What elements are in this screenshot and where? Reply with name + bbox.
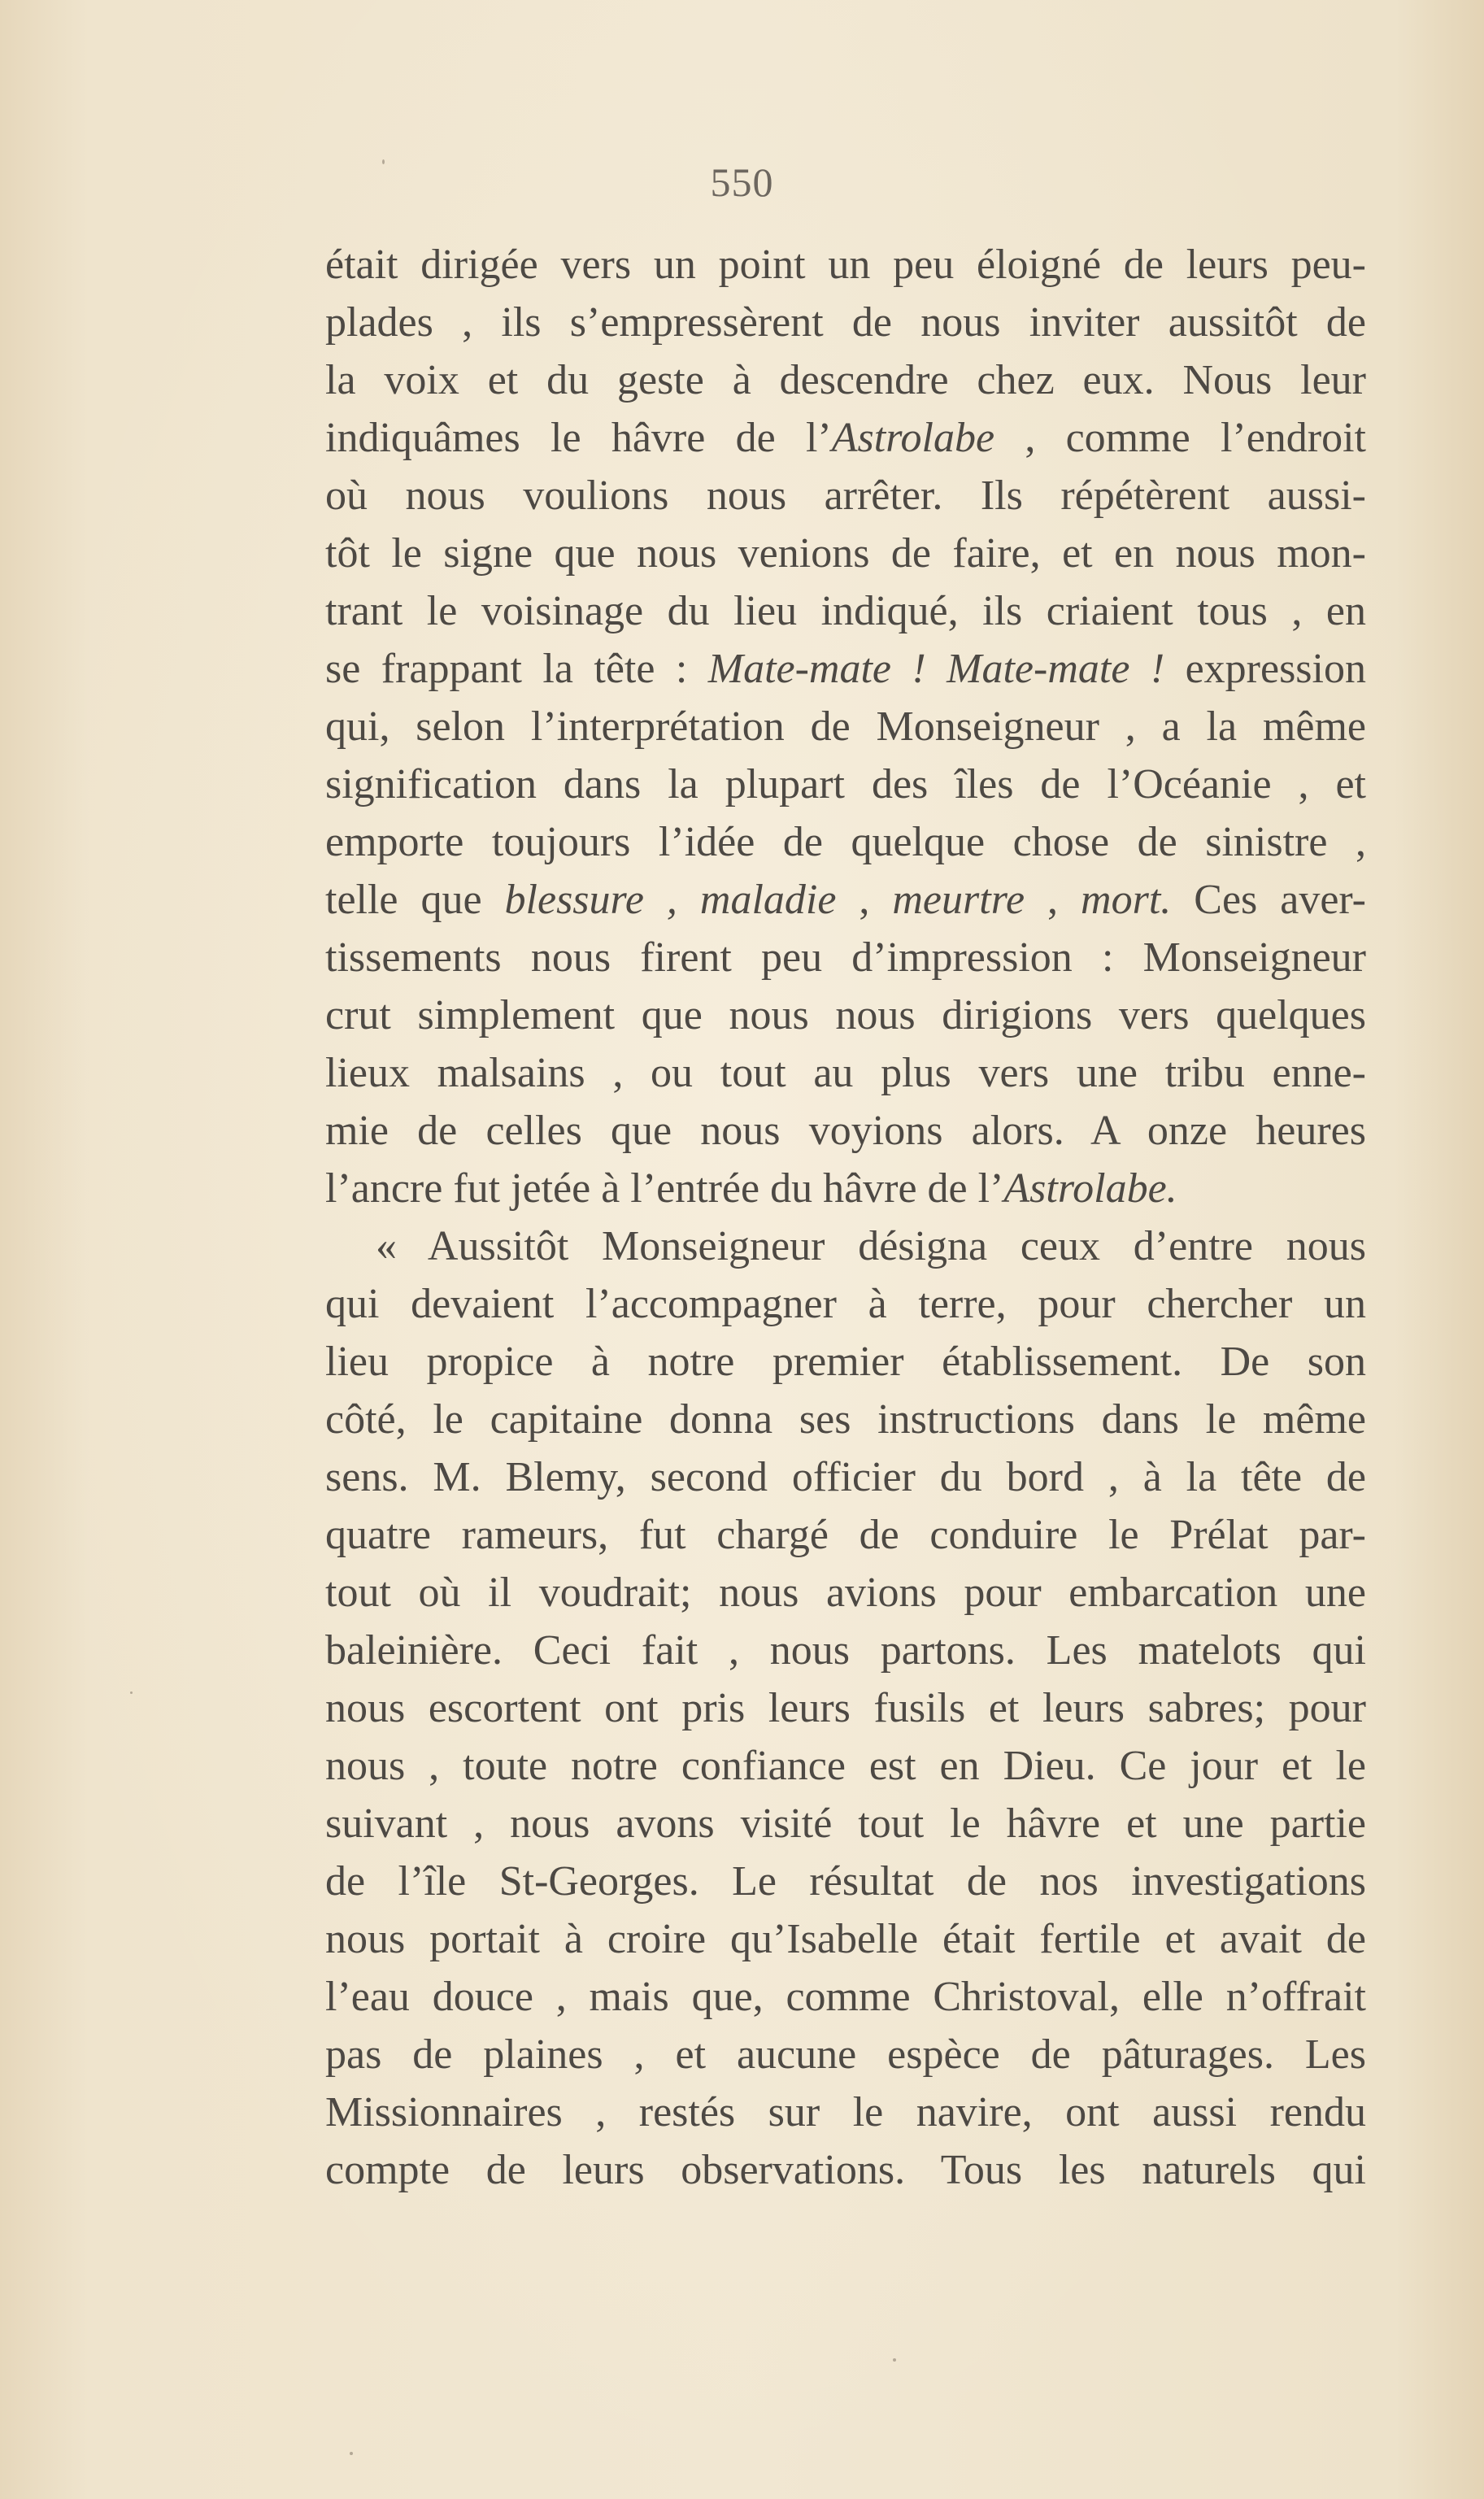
- text-run: sens. M. Blemy, second officier du bord , à la tête de: [325, 1454, 1366, 1500]
- text-run: nous escortent ont pris leurs fusils et leurs sabres; pour: [325, 1685, 1366, 1731]
- paper-speck: [382, 159, 385, 164]
- text-line: [325, 409, 1366, 467]
- text-run: Missionnaires , restés sur le navire, ont aussi rendu: [325, 2089, 1366, 2135]
- text-line: [325, 2083, 1366, 2141]
- text-line: [325, 294, 1366, 351]
- text-run: plades , ils s’empressèrent de nous inviter aussitôt de: [325, 299, 1366, 346]
- italic-term: meurtre: [892, 877, 1025, 923]
- text-line: [325, 2026, 1366, 2083]
- text-line: [325, 1852, 1366, 1910]
- text-run: tôt le signe que nous venions de faire, et en nous mon-: [325, 530, 1366, 577]
- text-run: ,: [836, 877, 893, 923]
- text-line: [325, 1217, 1366, 1275]
- text-line: [325, 1679, 1366, 1737]
- text-run: expression: [1164, 646, 1366, 692]
- text-run: où nous voulions nous arrêter. Ils répétèrent aussi-: [325, 472, 1366, 519]
- text-run: nous , toute notre confiance est en Dieu. Ce jour et le: [325, 1743, 1366, 1789]
- text-run: emporte toujours l’idée de quelque chose de sinistre ,: [325, 819, 1366, 865]
- text-line: [325, 698, 1366, 755]
- text-run: trant le voisinage du lieu indiqué, ils criaient tous , en: [325, 588, 1366, 634]
- text-run: mie de celles que nous voyions alors. A onze heures: [325, 1108, 1366, 1154]
- text-run: baleinière. Ceci fait , nous partons. Les matelots qui: [325, 1627, 1366, 1674]
- text-line: [325, 1795, 1366, 1852]
- text-line: [325, 1968, 1366, 2026]
- text-line: [325, 640, 1366, 698]
- text-run: qui, selon l’interprétation de Monseigneur , a la même: [325, 703, 1366, 750]
- text-line: [325, 1160, 1366, 1217]
- text-line: [325, 351, 1366, 409]
- text-line: [325, 813, 1366, 871]
- text-line: [325, 1564, 1366, 1622]
- text-run: côté, le capitaine donna ses instructions dans le même: [325, 1396, 1366, 1443]
- italic-term: mort.: [1081, 877, 1172, 923]
- text-line: [325, 1910, 1366, 1968]
- text-line: [325, 1391, 1366, 1448]
- paper-speck: [893, 2358, 896, 2362]
- text-line: [325, 871, 1366, 929]
- text-line: [325, 1102, 1366, 1160]
- text-line: [325, 467, 1366, 525]
- text-run: lieu propice à notre premier établissement. De son: [325, 1339, 1366, 1385]
- text-run: compte de leurs observations. Tous les naturels qui: [325, 2147, 1366, 2193]
- text-run: , comme l’endroit: [994, 415, 1366, 461]
- text-run: crut simplement que nous nous dirigions vers quelques: [325, 992, 1366, 1038]
- body-text: [325, 236, 1366, 2199]
- text-line: [325, 1448, 1366, 1506]
- text-line: [325, 755, 1366, 813]
- text-line: [325, 1275, 1366, 1333]
- text-run: suivant , nous avons visité tout le hâvre et une partie: [325, 1800, 1366, 1847]
- text-run: Ces aver-: [1171, 877, 1366, 923]
- text-line: [325, 525, 1366, 582]
- text-run: l’eau douce , mais que, comme Christoval, elle n’offrait: [325, 1974, 1366, 2020]
- text-line: [325, 2141, 1366, 2199]
- text-run: ,: [1025, 877, 1081, 923]
- text-run: telle que: [325, 877, 505, 923]
- text-run: quatre rameurs, fut chargé de conduire le Prélat par-: [325, 1512, 1366, 1558]
- text-run: tout où il voudrait; nous avions pour embarcation une: [325, 1569, 1366, 1616]
- italic-term: Astrolabe: [831, 415, 995, 461]
- text-run: lieux malsains , ou tout au plus vers une tribu enne-: [325, 1050, 1366, 1096]
- text-run: de l’île St-Georges. Le résultat de nos investigations: [325, 1858, 1366, 1905]
- text-line: [325, 1044, 1366, 1102]
- text-line: [325, 1506, 1366, 1564]
- text-run: l’ancre fut jetée à l’entrée du hâvre de l’: [325, 1165, 1004, 1212]
- paper-speck: [350, 2452, 353, 2455]
- text-line: [325, 1737, 1366, 1795]
- page-number: 550: [710, 159, 774, 205]
- text-run: signification dans la plupart des îles de l’Océanie , et: [325, 761, 1366, 808]
- text-line: [325, 929, 1366, 986]
- text-line: [325, 1622, 1366, 1679]
- text-run: « Aussitôt Monseigneur désigna ceux d’entre nous: [376, 1223, 1366, 1269]
- paper-speck: [130, 1691, 133, 1694]
- text-run: pas de plaines , et aucune espèce de pâturages. Les: [325, 2031, 1366, 2078]
- text-line: [325, 582, 1366, 640]
- text-run: tissements nous firent peu d’impression : Monseigneur: [325, 934, 1366, 981]
- italic-term: blessure , maladie: [504, 877, 837, 923]
- text-run: qui devaient l’accompagner à terre, pour chercher un: [325, 1281, 1366, 1327]
- text-run: était dirigée vers un point un peu éloigné de leurs peu-: [325, 242, 1366, 288]
- italic-term: Astrolabe.: [1003, 1165, 1177, 1212]
- text-line: [325, 1333, 1366, 1391]
- text-run: indiquâmes le hâvre de l’: [325, 415, 832, 461]
- text-run: se frappant la tête :: [325, 646, 708, 692]
- text-line: [325, 236, 1366, 294]
- text-run: la voix et du geste à descendre chez eux. Nous leur: [325, 357, 1366, 403]
- text-run: nous portait à croire qu’Isabelle était fertile et avait de: [325, 1916, 1366, 1962]
- italic-term: Mate-mate ! Mate-mate !: [707, 646, 1165, 692]
- text-line: [325, 986, 1366, 1044]
